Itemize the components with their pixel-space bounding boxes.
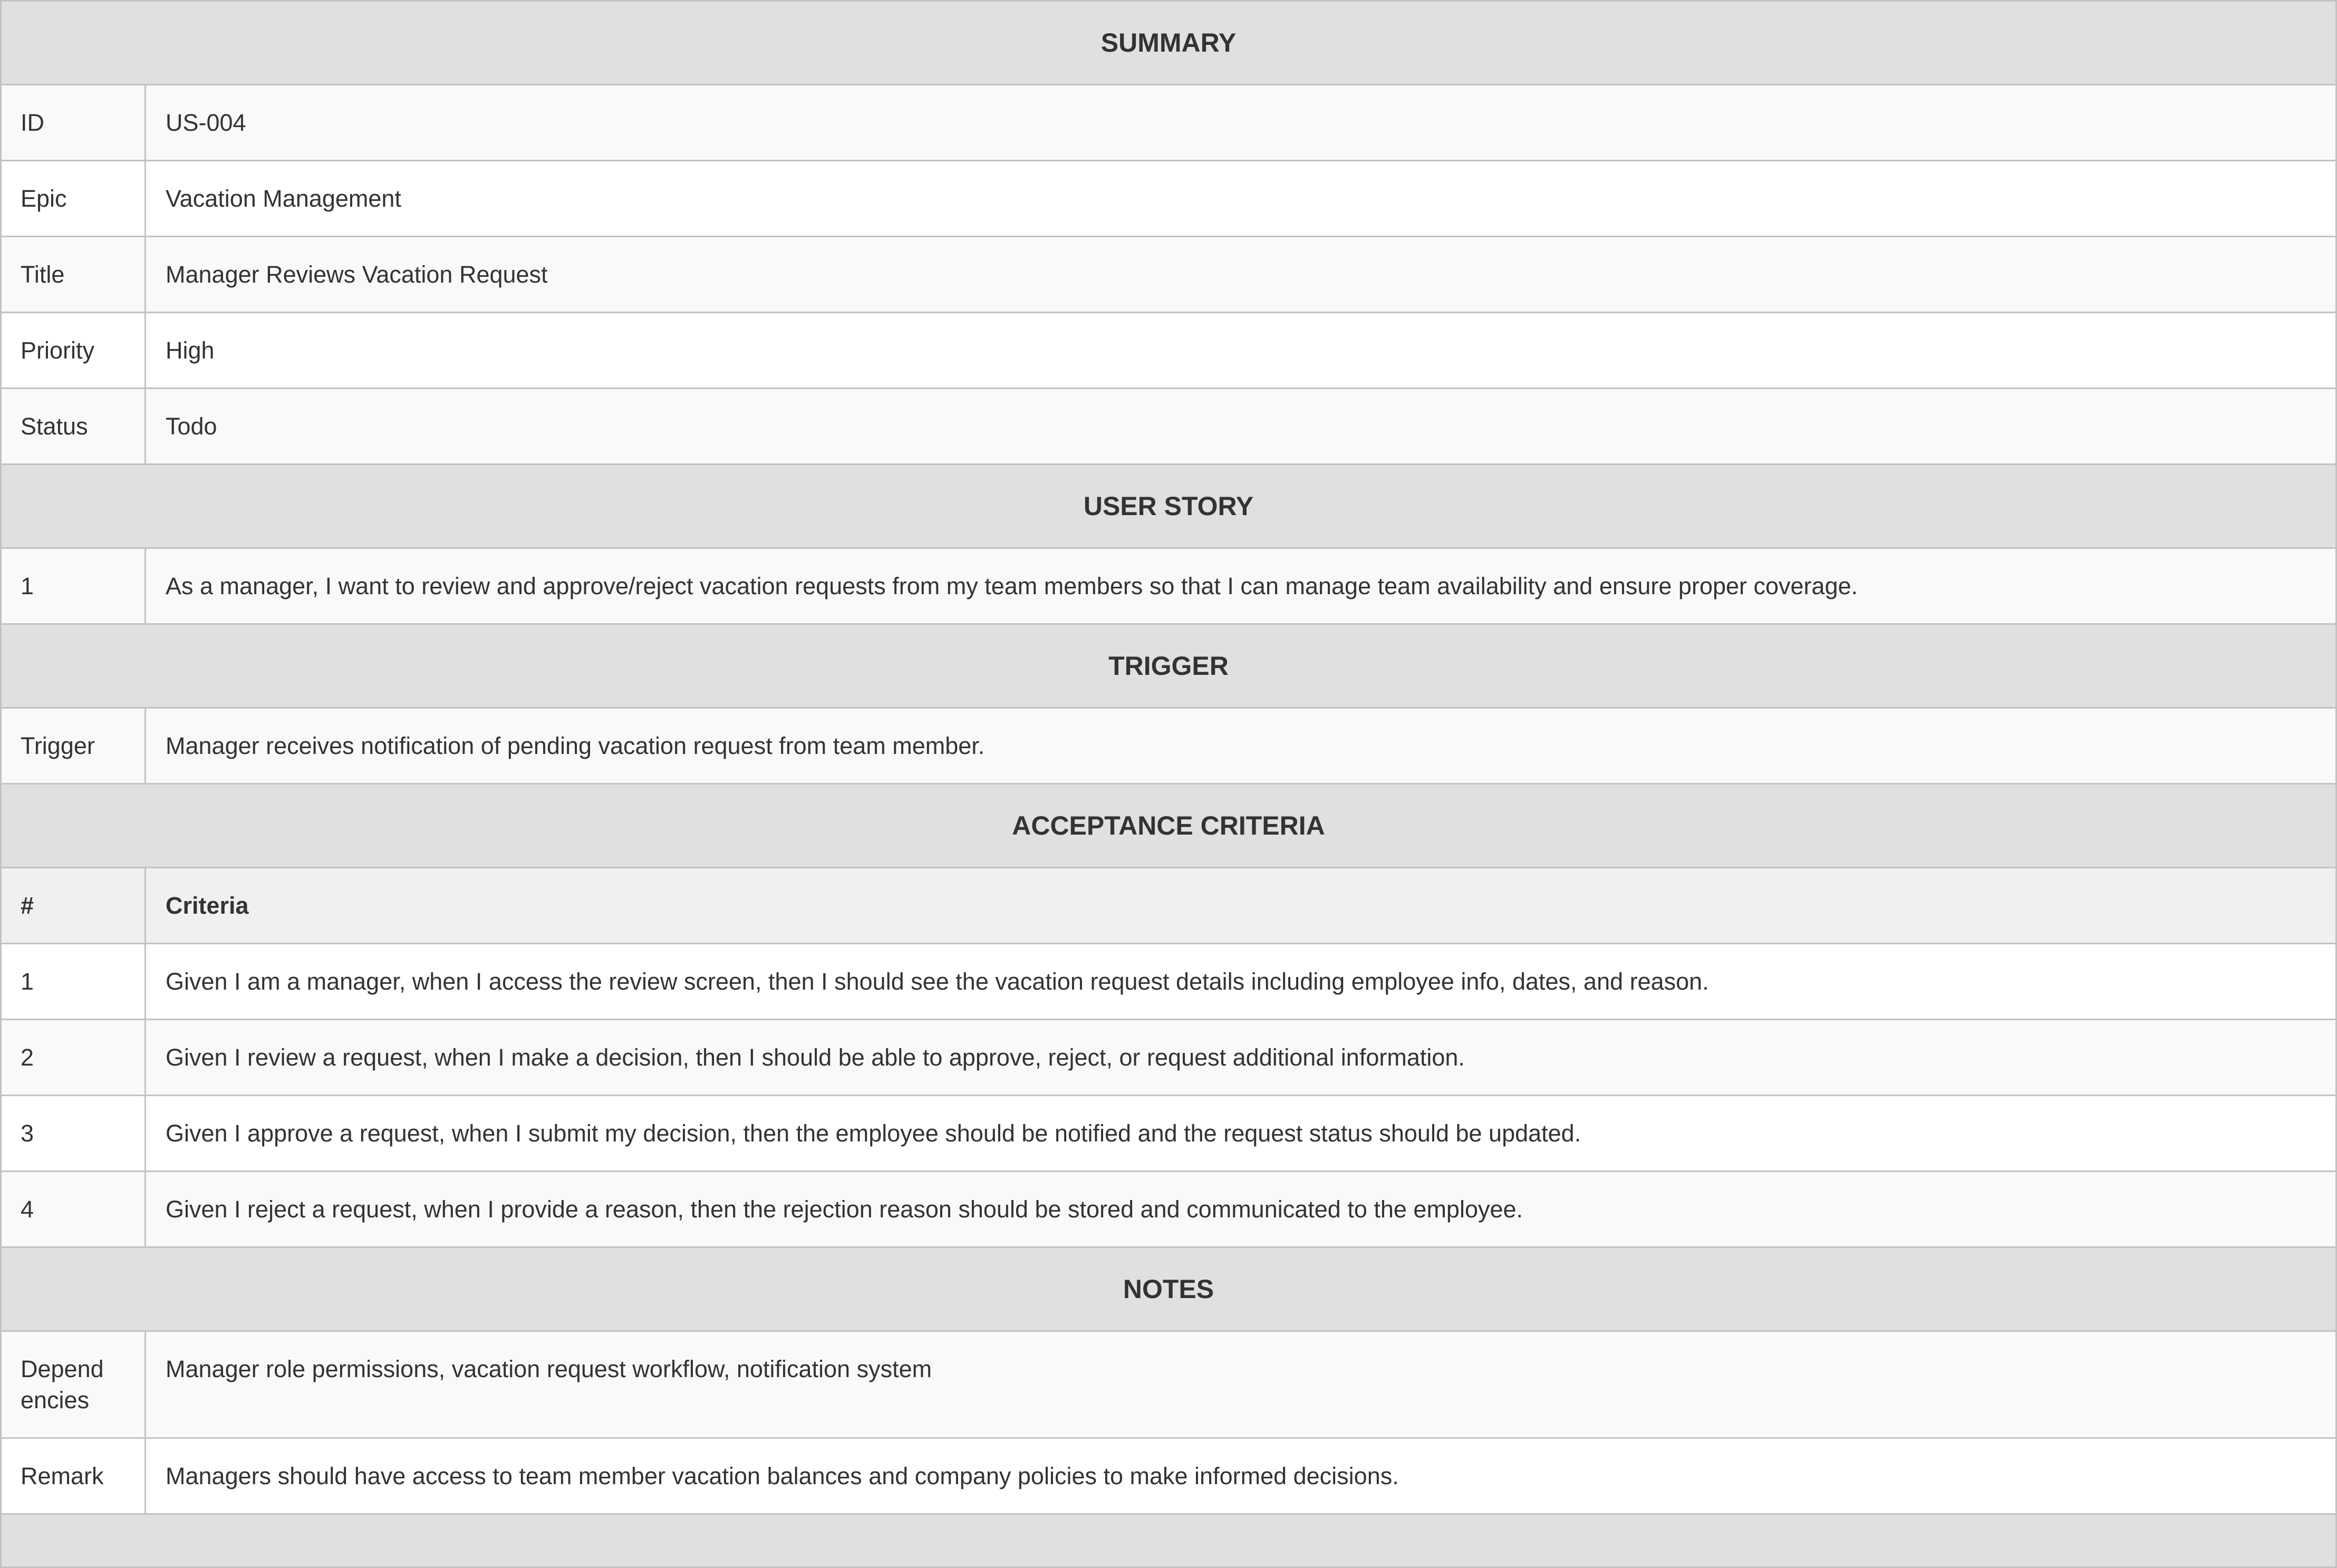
- row-value-trigger: Manager receives notification of pending vacation request from team member.: [146, 708, 2336, 784]
- table-row-id: [1, 85, 2336, 161]
- table-row-criteria-1: [1, 944, 2336, 1020]
- section-row-notes: [1, 1247, 2336, 1331]
- row-label-trigger: Trigger: [1, 708, 146, 784]
- row-value-dependencies: Manager role permissions, vacation request workflow, notification system: [146, 1331, 2336, 1438]
- table-row-trigger: [1, 708, 2336, 784]
- table-row-status: [1, 389, 2336, 464]
- row-label-criteria-2: 2: [1, 1020, 146, 1096]
- section-header-clipped: [1, 1514, 2336, 1567]
- table-row-criteria-3: [1, 1096, 2336, 1172]
- row-value-remark: Managers should have access to team member vacation balances and company policies to make informed decisions.: [146, 1438, 2336, 1514]
- section-header-trigger: TRIGGER: [1, 624, 2336, 708]
- row-label-priority: Priority: [1, 313, 146, 389]
- row-label-user-story-1: 1: [1, 548, 146, 624]
- section-row-clipped: [1, 1514, 2336, 1567]
- section-header-acceptance-criteria: ACCEPTANCE CRITERIA: [1, 784, 2336, 868]
- row-value-criteria-1: Given I am a manager, when I access the review screen, then I should see the vacation request details including employee info, dates, and reason.: [146, 944, 2336, 1020]
- table-row-criteria-4: [1, 1172, 2336, 1247]
- row-label-criteria-4: 4: [1, 1172, 146, 1247]
- table-row-dependencies: [1, 1331, 2336, 1438]
- section-header-notes: NOTES: [1, 1247, 2336, 1331]
- row-value-user-story-1: As a manager, I want to review and approve/reject vacation requests from my team members so that I can manage team availability and ensure proper coverage.: [146, 548, 2336, 624]
- table-row-criteria-2: [1, 1020, 2336, 1096]
- table-row-title: [1, 237, 2336, 313]
- row-value-criteria-4: Given I reject a request, when I provide a reason, then the rejection reason should be stored and communicated to the employee.: [146, 1172, 2336, 1247]
- section-header-summary: SUMMARY: [1, 1, 2336, 85]
- row-label-criteria-1: 1: [1, 944, 146, 1020]
- row-label-criteria-3: 3: [1, 1096, 146, 1172]
- table-row-priority: [1, 313, 2336, 389]
- section-header-user-story: USER STORY: [1, 464, 2336, 548]
- row-value-title: Manager Reviews Vacation Request: [146, 237, 2336, 313]
- row-label-status: Status: [1, 389, 146, 464]
- table-row-epic: [1, 161, 2336, 237]
- row-value-criteria-3: Given I approve a request, when I submit my decision, then the employee should be notified and the request status should be updated.: [146, 1096, 2336, 1172]
- row-label-dependencies: Dependencies: [1, 1331, 146, 1438]
- table-row-user-story-1: [1, 548, 2336, 624]
- table-row-remark: [1, 1438, 2336, 1514]
- row-label-remark: Remark: [1, 1438, 146, 1514]
- row-value-priority: High: [146, 313, 2336, 389]
- row-label-epic: Epic: [1, 161, 146, 237]
- row-label-id: ID: [1, 85, 146, 161]
- row-value-status: Todo: [146, 389, 2336, 464]
- section-row-user-story: [1, 464, 2336, 548]
- section-row-trigger: [1, 624, 2336, 708]
- row-value-id: US-004: [146, 85, 2336, 161]
- row-value-criteria-2: Given I review a request, when I make a decision, then I should be able to approve, reject, or request additional information.: [146, 1020, 2336, 1096]
- section-row-summary: [1, 1, 2336, 85]
- column-header-criteria: Criteria: [146, 868, 2336, 944]
- section-row-acceptance-criteria: [1, 784, 2336, 868]
- criteria-column-header-row: [1, 868, 2336, 944]
- row-value-epic: Vacation Management: [146, 161, 2336, 237]
- row-label-title: Title: [1, 237, 146, 313]
- column-header-number: #: [1, 868, 146, 944]
